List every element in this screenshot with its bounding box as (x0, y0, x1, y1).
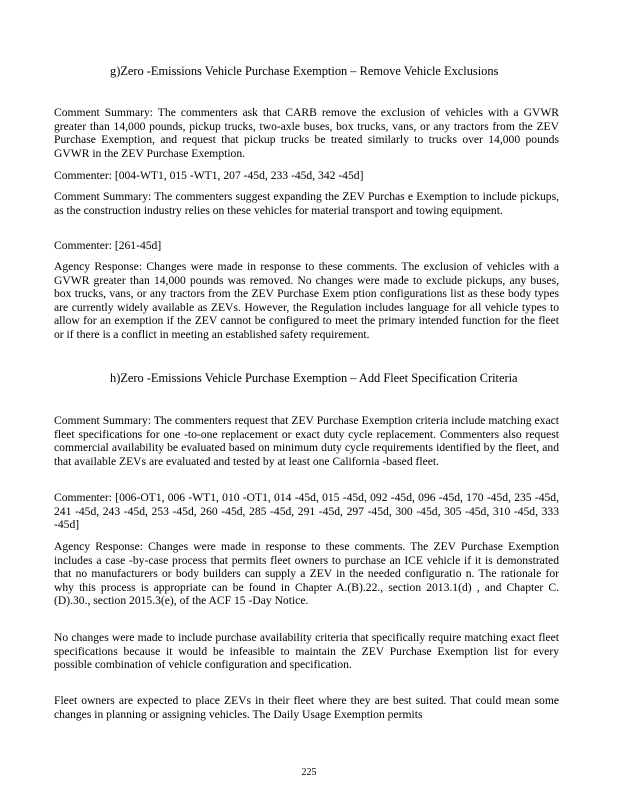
section-g-commenter-2: Commenter: [261-45d] (54, 239, 162, 252)
section-h-no-changes-paragraph: No changes were made to include purchase availability criteria that specifically require matching exact fleet specifications because it would be infeasible to maintain the ZEV Purchase Exemption list for every possible combination of vehicle configuration and specification. (54, 631, 559, 672)
section-g-comment-summary-1: Comment Summary: The commenters ask that CARB remove the exclusion of vehicles with a GVWR greater than 14,000 pounds, pickup trucks, two-axle buses, box trucks, vans, or any tractors from the ZEV Purchase Exemption, and request that pickup trucks be treated similarly to trucks over 14,000 pounds GVWR in the ZEV Purchase Exemption. (54, 106, 559, 160)
section-g-commenter-1: Commenter: [004-WT1, 015 -WT1, 207 -45d, 233 -45d, 342 -45d] (54, 169, 364, 182)
section-h-commenter: Commenter: [006-OT1, 006 -WT1, 010 -OT1, 014 -45d, 015 -45d, 092 -45d, 096 -45d, 170 -45d, 235 -45d, 241 -45d, 243 -45d, 253 -45d, 260 -45d, 285 -45d, 291 -45d, 297 -45d, 300 -45d, 305 -45d, 310 -45d, 333 -45d] (54, 491, 559, 532)
section-g-agency-response: Agency Response: Changes were made in response to these comments. The exclusion of vehicles with a GVWR greater than 14,000 pounds was removed. No changes were made to exclude pickups, any buses, box trucks, vans, or any tractors from the ZEV Purchase Exem ption configurations list as these body types are currently widely available as ZEVs. However, the Regulation includes language for all vehicle types to allow for an exemption if the ZEV cannot be configured to meet the primary intended function for the fleet or if there is a conflict in meeting an established safety requirement. (54, 260, 559, 341)
section-g-heading: g)Zero -Emissions Vehicle Purchase Exemption – Remove Vehicle Exclusions (110, 64, 499, 78)
section-h-fleet-owners-paragraph: Fleet owners are expected to place ZEVs in their fleet where they are best suited. That could mean some changes in planning or assigning vehicles. The Daily Usage Exemption permits (54, 694, 559, 721)
section-h-comment-summary: Comment Summary: The commenters request that ZEV Purchase Exemption criteria include matching exact fleet specifications for one -to-one replacement or exact duty cycle replacement. Commenters also request commercial availability be evaluated based on minimum duty cycle requirements identified by the fleet, and that available ZEVs are evaluated and tested by at least one California -based fleet. (54, 414, 559, 468)
section-h-agency-response: Agency Response: Changes were made in response to these comments. The ZEV Purchase Exemption includes a case -by-case process that permits fleet owners to purchase an ICE vehicle if it is demonstrated that no manufacturers or body builders can supply a ZEV in the needed configuratio n. The rationale for why this process is appropriate can be found in Chapter A.(B).22., section 2013.1(d) , and Chapter C.(D).30., section 2015.3(e), of the ACF 15 -Day Notice. (54, 540, 559, 608)
section-g-comment-summary-2: Comment Summary: The commenters suggest expanding the ZEV Purchas e Exemption to include pickups, as the construction industry relies on these vehicles for material transport and towing equipment. (54, 190, 559, 217)
page-number: 225 (301, 767, 317, 778)
section-h-heading: h)Zero -Emissions Vehicle Purchase Exemption – Add Fleet Specification Criteria (110, 371, 518, 385)
